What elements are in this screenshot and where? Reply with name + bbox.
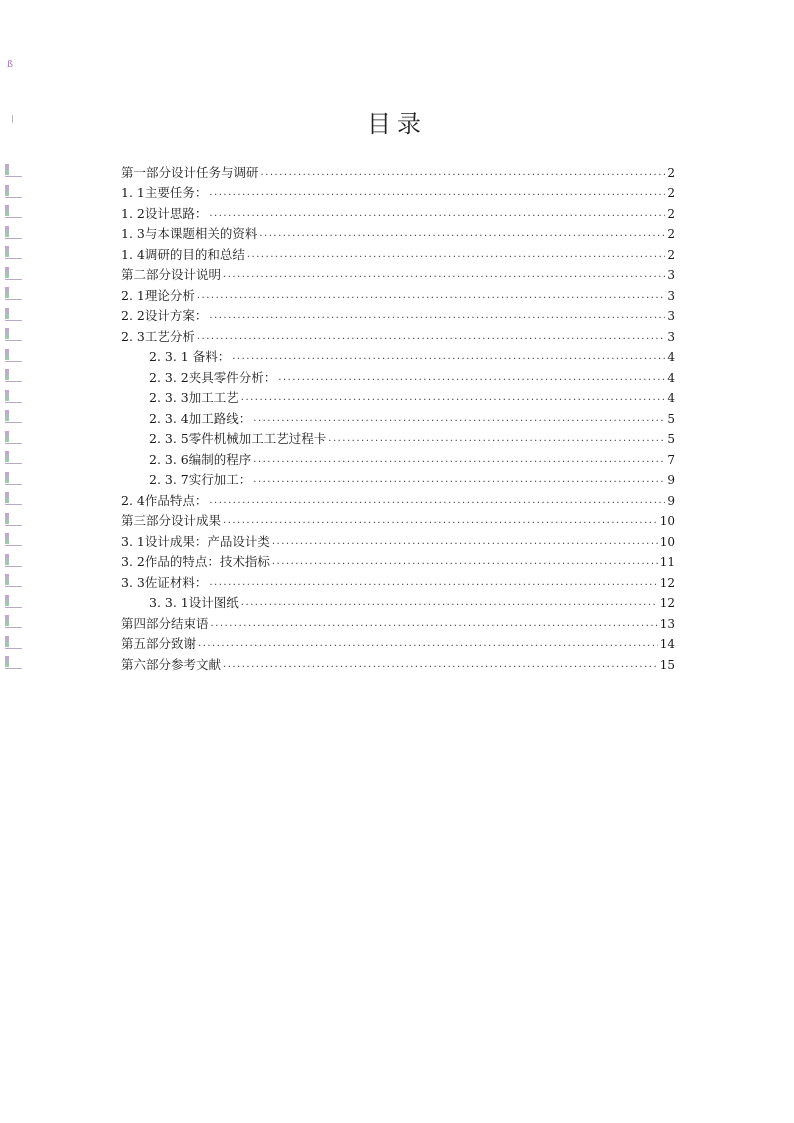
toc-entry-title: 1. 2设计思路： <box>121 205 208 221</box>
toc-entry-page: 2 <box>667 165 675 180</box>
toc-leader-dots <box>241 390 666 406</box>
toc-entry-title: 2. 4作品特点： <box>121 492 208 508</box>
margin-revision-mark <box>4 163 22 177</box>
toc-entry-title: 2. 3. 1 备料： <box>149 349 231 364</box>
toc-entry-page: 5 <box>667 411 675 426</box>
toc-entry[interactable] <box>121 611 675 632</box>
toc-leader-dots <box>241 595 658 611</box>
toc-leader-dots <box>223 267 665 283</box>
toc-entry[interactable] <box>121 345 675 366</box>
toc-entry[interactable] <box>121 529 675 550</box>
toc-entry-page: 4 <box>667 391 675 405</box>
toc-entry[interactable] <box>121 386 675 407</box>
toc-entry-page: 9 <box>667 473 675 487</box>
toc-leader-dots <box>223 513 658 529</box>
toc-leader-dots <box>209 185 665 201</box>
toc-entry[interactable] <box>121 488 675 509</box>
margin-revision-mark <box>4 184 22 198</box>
toc-entry[interactable] <box>121 242 675 263</box>
toc-leader-dots <box>261 165 666 181</box>
toc-leader-dots <box>223 657 658 673</box>
toc-entry[interactable] <box>121 263 675 284</box>
toc-entry-page: 4 <box>667 370 675 385</box>
toc-entry-title: 第四部分结束语 <box>121 615 209 631</box>
toc-entry-page: 5 <box>667 432 675 446</box>
margin-revision-mark <box>4 307 22 321</box>
toc-leader-dots <box>209 206 665 222</box>
toc-entry-title: 2. 3工艺分析 <box>121 328 195 344</box>
toc-entry-title: 2. 3. 7实行加工： <box>149 472 252 487</box>
toc-leader-dots <box>272 534 658 550</box>
toc-entry-title: 2. 1理论分析 <box>121 287 195 303</box>
toc-leader-dots <box>278 370 665 386</box>
toc-entry-page: 11 <box>659 555 675 569</box>
toc-entry[interactable] <box>121 222 675 243</box>
margin-revision-mark <box>4 471 22 485</box>
toc-entry-title: 1. 4调研的目的和总结 <box>121 246 245 262</box>
margin-revision-mark <box>4 553 22 567</box>
toc-entry-title: 1. 3与本课题相关的资料 <box>121 226 258 241</box>
toc-entry-page: 3 <box>667 329 675 344</box>
toc-entry-page: 2 <box>667 247 675 262</box>
toc-entry-page: 2 <box>667 186 675 200</box>
toc-leader-dots <box>272 554 658 570</box>
margin-revision-mark <box>4 430 22 444</box>
toc-entry-page: 3 <box>667 309 675 323</box>
margin-revision-mark <box>4 225 22 239</box>
toc-entry[interactable] <box>121 632 675 653</box>
toc-entry-page: 3 <box>667 288 675 303</box>
toc-entry-title: 第五部分致谢 <box>121 636 197 651</box>
margin-revision-mark <box>4 655 22 669</box>
toc-entry-title: 2. 2设计方案： <box>121 308 208 323</box>
toc-entry-title: 1. 1主要任务： <box>121 185 208 200</box>
toc-leader-dots <box>209 308 665 324</box>
toc-entry-page: 3 <box>667 268 675 282</box>
toc-leader-dots <box>259 226 665 242</box>
toc-entry-page: 12 <box>659 575 675 590</box>
corner-mark-glyph: ß <box>7 60 14 70</box>
margin-revision-mark <box>4 327 22 341</box>
toc-entry-title: 第三部分设计成果 <box>121 513 222 528</box>
toc-entry[interactable] <box>121 283 675 304</box>
margin-revision-mark <box>4 532 22 546</box>
margin-revision-mark <box>4 409 22 423</box>
toc-entry-page: 2 <box>667 227 675 241</box>
toc-entry[interactable] <box>121 181 675 202</box>
margin-revision-mark <box>4 635 22 649</box>
margin-revision-mark <box>4 245 22 259</box>
toc-leader-dots <box>209 493 665 509</box>
toc-entry[interactable] <box>121 406 675 427</box>
toc-entry[interactable] <box>121 468 675 489</box>
toc-entry-page: 9 <box>667 493 675 508</box>
toc-leader-dots <box>211 616 658 632</box>
toc-leader-dots <box>198 636 658 652</box>
toc-entry-page: 12 <box>659 596 675 610</box>
toc-entry-page: 4 <box>667 350 675 364</box>
toc-entry-title: 3. 3佐证材料： <box>121 574 208 590</box>
margin-revision-mark <box>4 286 22 300</box>
margin-revision-mark <box>4 512 22 526</box>
margin-revision-mark <box>4 389 22 403</box>
margin-revision-mark <box>4 491 22 505</box>
toc-entry[interactable] <box>121 201 675 222</box>
toc-leader-dots <box>253 452 665 468</box>
toc-entry-page: 2 <box>667 206 675 221</box>
margin-revision-mark <box>4 204 22 218</box>
toc-entry[interactable] <box>121 509 675 530</box>
toc-leader-dots <box>253 411 665 427</box>
toc-entry-title: 第一部分设计任务与调研 <box>121 164 259 180</box>
toc-entry-title: 2. 3. 3加工工艺 <box>149 390 239 405</box>
table-of-contents <box>121 160 675 673</box>
toc-leader-dots <box>209 575 657 591</box>
toc-entry[interactable] <box>121 365 675 386</box>
toc-leader-dots <box>328 431 665 447</box>
toc-entry-title: 第六部分参考文献 <box>121 656 222 672</box>
toc-entry[interactable] <box>121 427 675 448</box>
toc-entry-title: 2. 3. 4加工路线： <box>149 410 252 426</box>
toc-leader-dots <box>197 329 666 345</box>
page-title: 目录 <box>367 110 427 138</box>
toc-entry-title: 第二部分设计说明 <box>121 267 222 282</box>
toc-entry-page: 7 <box>667 452 675 467</box>
toc-entry-title: 2. 3. 5零件机械加工工艺过程卡 <box>149 431 327 446</box>
toc-leader-dots <box>247 247 666 263</box>
toc-entry-title: 3. 1设计成果：产品设计类 <box>121 533 270 549</box>
toc-entry-title: 2. 3. 6编制的程序 <box>149 451 252 467</box>
toc-leader-dots <box>197 288 666 304</box>
toc-entry-page: 13 <box>659 616 675 631</box>
toc-leader-dots <box>232 349 665 365</box>
margin-revision-mark <box>4 368 22 382</box>
margin-revision-mark <box>4 348 22 362</box>
margin-revision-mark <box>4 450 22 464</box>
toc-entry[interactable] <box>121 324 675 345</box>
toc-entry-title: 3. 2作品的特点：技术指标 <box>121 554 270 569</box>
toc-leader-dots <box>253 472 665 488</box>
toc-entry[interactable] <box>121 447 675 468</box>
margin-revision-mark <box>4 614 22 628</box>
toc-entry-title: 3. 3. 1设计图纸 <box>149 595 239 610</box>
toc-entry[interactable] <box>121 304 675 325</box>
toc-entry[interactable] <box>121 550 675 571</box>
margin-revision-mark <box>4 594 22 608</box>
toc-entry[interactable] <box>121 652 675 673</box>
toc-entry-page: 10 <box>659 534 675 549</box>
toc-entry-page: 10 <box>659 514 675 528</box>
toc-entry-page: 14 <box>659 637 675 651</box>
margin-revision-mark <box>4 266 22 280</box>
toc-entry-title: 2. 3. 2夹具零件分析： <box>149 369 277 385</box>
margin-revision-mark <box>4 573 22 587</box>
toc-entry-page: 15 <box>659 657 675 672</box>
toc-entry[interactable] <box>121 160 675 181</box>
toc-entry[interactable] <box>121 591 675 612</box>
toc-entry[interactable] <box>121 570 675 591</box>
